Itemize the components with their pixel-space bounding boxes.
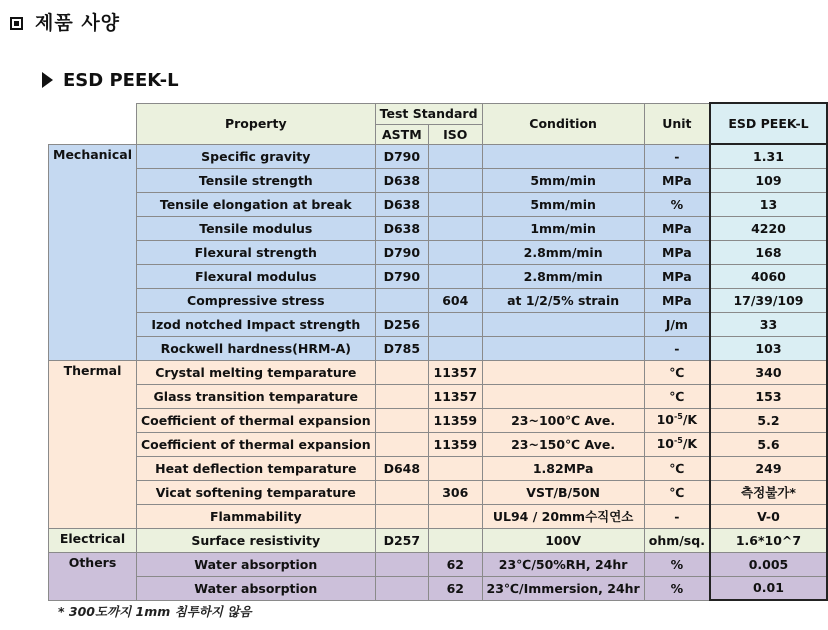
cell-iso: 11359 <box>429 408 482 432</box>
cell-iso: 306 <box>429 480 482 504</box>
cell-property: Compressive stress <box>136 288 375 312</box>
table-row <box>49 192 828 216</box>
cell-property: Glass transition temparature <box>136 384 375 408</box>
cell-property: Tensile elongation at break <box>136 192 375 216</box>
section-title-text: 제품 사양 <box>35 12 121 34</box>
category-others: Others <box>49 552 137 600</box>
cell-condition: UL94 / 20mm수직연소 <box>482 504 644 528</box>
cell-condition: 23~150℃ Ave. <box>482 432 644 456</box>
cell-property: Heat deflection temparature <box>136 456 375 480</box>
cell-iso: 11357 <box>429 360 482 384</box>
unit-base: 10 <box>656 412 674 428</box>
cell-iso <box>429 504 482 528</box>
spec-table <box>48 102 828 601</box>
cell-condition: VST/B/50N <box>482 480 644 504</box>
cell-astm: D790 <box>375 240 428 264</box>
header-iso: ISO <box>429 124 482 144</box>
cell-astm <box>375 288 428 312</box>
table-row <box>49 456 828 480</box>
cell-property: Crystal melting temparature <box>136 360 375 384</box>
triangle-bullet-icon <box>42 72 53 88</box>
cell-property: Flexural modulus <box>136 264 375 288</box>
table-row <box>49 552 828 576</box>
cell-value: 103 <box>710 336 827 360</box>
cell-condition: 5mm/min <box>482 168 644 192</box>
cell-condition <box>482 312 644 336</box>
cell-value: 33 <box>710 312 827 336</box>
cell-value: V-0 <box>710 504 827 528</box>
cell-unit: % <box>644 192 710 216</box>
cell-condition: 5mm/min <box>482 192 644 216</box>
table-row <box>49 336 828 360</box>
cell-astm: D257 <box>375 528 428 552</box>
table-row <box>49 576 828 600</box>
cell-condition: 1.82MPa <box>482 456 644 480</box>
table-row <box>49 144 828 168</box>
cell-value: 0.01 <box>710 576 827 600</box>
cell-condition: 23~100℃ Ave. <box>482 408 644 432</box>
cell-astm <box>375 384 428 408</box>
product-subtitle <box>42 70 179 91</box>
cell-property: Flexural strength <box>136 240 375 264</box>
cell-unit: ohm/sq. <box>644 528 710 552</box>
cell-unit: ℃ <box>644 360 710 384</box>
cell-iso <box>429 216 482 240</box>
cell-unit: - <box>644 336 710 360</box>
cell-astm: D648 <box>375 456 428 480</box>
table-row <box>49 432 828 456</box>
cell-property: Specific gravity <box>136 144 375 168</box>
cell-property: Vicat softening temparature <box>136 480 375 504</box>
spec-table-body <box>49 144 828 600</box>
cell-iso <box>429 240 482 264</box>
cell-property: Tensile strength <box>136 168 375 192</box>
cell-condition: 2.8mm/min <box>482 240 644 264</box>
cell-property: Rockwell hardness(HRM-A) <box>136 336 375 360</box>
cell-unit: - <box>644 504 710 528</box>
cell-value: 168 <box>710 240 827 264</box>
cell-unit: % <box>644 552 710 576</box>
cell-value: 측정불가* <box>710 480 827 504</box>
cell-value: 4060 <box>710 264 827 288</box>
cell-iso: 62 <box>429 552 482 576</box>
cell-unit: MPa <box>644 168 710 192</box>
unit-base: 10 <box>656 436 674 452</box>
cell-unit: MPa <box>644 288 710 312</box>
cell-unit: ℃ <box>644 480 710 504</box>
cell-condition: 100V <box>482 528 644 552</box>
cell-condition <box>482 336 644 360</box>
cell-condition <box>482 384 644 408</box>
cell-unit: J/m <box>644 312 710 336</box>
cell-unit: MPa <box>644 216 710 240</box>
cell-astm <box>375 504 428 528</box>
cell-unit: % <box>644 576 710 600</box>
cell-astm: D256 <box>375 312 428 336</box>
category-mechanical: Mechanical <box>49 144 137 360</box>
cell-astm: D638 <box>375 192 428 216</box>
table-row <box>49 216 828 240</box>
cell-iso <box>429 336 482 360</box>
cell-value: 5.6 <box>710 432 827 456</box>
category-thermal: Thermal <box>49 360 137 528</box>
cell-unit: ℃ <box>644 456 710 480</box>
cell-astm: D785 <box>375 336 428 360</box>
cell-iso: 11359 <box>429 432 482 456</box>
cell-iso <box>429 192 482 216</box>
cell-value: 153 <box>710 384 827 408</box>
cell-value: 5.2 <box>710 408 827 432</box>
cell-value: 13 <box>710 192 827 216</box>
table-row <box>49 264 828 288</box>
cell-condition: 2.8mm/min <box>482 264 644 288</box>
cell-condition: 1mm/min <box>482 216 644 240</box>
cell-astm: D638 <box>375 216 428 240</box>
cell-value: 4220 <box>710 216 827 240</box>
table-row <box>49 240 828 264</box>
header-value: ESD PEEK-L <box>710 103 827 144</box>
cell-unit: ℃ <box>644 384 710 408</box>
cell-property: Coefficient of thermal expansion <box>136 432 375 456</box>
cell-property: Coefficient of thermal expansion <box>136 408 375 432</box>
cell-unit: MPa <box>644 240 710 264</box>
table-row <box>49 504 828 528</box>
cell-condition: at 1/2/5% strain <box>482 288 644 312</box>
cell-property: Water absorption <box>136 576 375 600</box>
header-property: Property <box>136 103 375 144</box>
cell-value: 17/39/109 <box>710 288 827 312</box>
section-title <box>10 8 120 35</box>
cell-iso: 62 <box>429 576 482 600</box>
cell-unit <box>644 432 710 456</box>
cell-value: 1.31 <box>710 144 827 168</box>
header-test-standard: Test Standard <box>375 103 482 124</box>
header-condition: Condition <box>482 103 644 144</box>
table-row <box>49 360 828 384</box>
header-astm: ASTM <box>375 124 428 144</box>
cell-unit <box>644 408 710 432</box>
unit-tail: /K <box>682 412 698 428</box>
cell-condition: 23℃/50%RH, 24hr <box>482 552 644 576</box>
cell-value: 0.005 <box>710 552 827 576</box>
cell-astm <box>375 576 428 600</box>
cell-iso <box>429 168 482 192</box>
cell-iso <box>429 456 482 480</box>
table-row <box>49 384 828 408</box>
cell-value: 340 <box>710 360 827 384</box>
header-unit: Unit <box>644 103 710 144</box>
cell-value: 109 <box>710 168 827 192</box>
table-row <box>49 528 828 552</box>
cell-iso <box>429 528 482 552</box>
cell-iso: 11357 <box>429 384 482 408</box>
cell-astm <box>375 480 428 504</box>
square-bullet-icon <box>10 17 23 30</box>
table-row <box>49 408 828 432</box>
cell-astm: D790 <box>375 264 428 288</box>
category-electrical: Electrical <box>49 528 137 552</box>
unit-tail: /K <box>682 436 698 452</box>
unit-exponent: -5 <box>673 436 683 446</box>
cell-astm <box>375 360 428 384</box>
footnote: * 300도까지 1mm 침투하지 않음 <box>58 604 252 619</box>
cell-astm <box>375 552 428 576</box>
cell-iso <box>429 312 482 336</box>
unit-exponent: -5 <box>673 412 683 422</box>
cell-condition <box>482 144 644 168</box>
cell-unit: MPa <box>644 264 710 288</box>
cell-iso <box>429 264 482 288</box>
cell-astm: D638 <box>375 168 428 192</box>
cell-value: 1.6*10^7 <box>710 528 827 552</box>
table-row <box>49 480 828 504</box>
cell-condition <box>482 360 644 384</box>
cell-property: Surface resistivity <box>136 528 375 552</box>
cell-property: Izod notched Impact strength <box>136 312 375 336</box>
product-subtitle-text: ESD PEEK-L <box>63 70 179 91</box>
empty-corner <box>49 103 137 144</box>
cell-value: 249 <box>710 456 827 480</box>
table-row <box>49 312 828 336</box>
table-row <box>49 168 828 192</box>
cell-astm <box>375 432 428 456</box>
cell-property: Flammability <box>136 504 375 528</box>
cell-iso: 604 <box>429 288 482 312</box>
cell-iso <box>429 144 482 168</box>
cell-condition: 23℃/Immersion, 24hr <box>482 576 644 600</box>
cell-astm <box>375 408 428 432</box>
cell-property: Water absorption <box>136 552 375 576</box>
cell-property: Tensile modulus <box>136 216 375 240</box>
cell-unit: - <box>644 144 710 168</box>
cell-astm: D790 <box>375 144 428 168</box>
table-row <box>49 288 828 312</box>
